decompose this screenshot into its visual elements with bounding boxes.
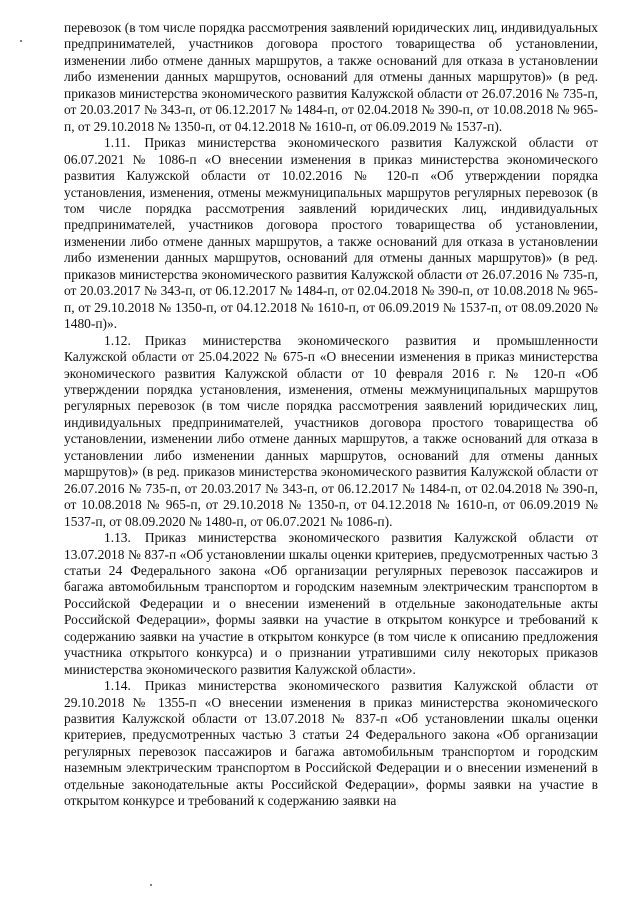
paragraph-number: 1.11. [104, 135, 131, 151]
paragraph-1-11 [64, 135, 598, 332]
scan-speck [20, 40, 22, 42]
paragraph-1-13 [64, 530, 598, 678]
paragraph-text: Приказ министерства экономического развития Калужской области от 13.07.2018 № 837-п «Об установлении шкалы оценки критериев, предусмотренных частью 3 статьи 24 Федерального закона «Об организации регулярных перевозок пассажиров и багажа автомобильным транспортом и городским наземным электрическим транспортом в Российской Федерации и о внесении изменений в отдельные законодательные акты Российской Федерации», формы заявки на участие в открытом конкурсе и требований к содержанию заявки на участие в открытом конкурсе (в том числе к описанию предложения участника открытого конкурса) и о признании утратившими силу некоторых приказов министерства экономического развития Калужской области». [64, 530, 598, 677]
paragraph-text: перевозок (в том числе порядка рассмотрения заявлений юридических лиц, индивидуальных предпринимателей, участников договора простого товарищества об установлении, изменении либо отмене данных маршрутов, а также оснований для отказа в установлении либо изменении данных маршрутов, оснований для отмены данных маршрутов)» (в ред. приказов министерства экономического развития Калужской области от 26.07.2016 № 735-п, от 20.03.2017 № 343-п, от 06.12.2017 № 1484-п, от 02.04.2018 № 390-п, от 10.08.2018 № 965-п, от 29.10.2018 № 1350-п, от 04.12.2018 № 1610-п, от 06.09.2019 № 1537-п). [64, 20, 598, 134]
paragraph-continuation [64, 20, 598, 135]
paragraph-number: 1.12. [104, 332, 131, 348]
paragraph-text: Приказ министерства экономического развития и промышленности Калужской области от 25.04.2022 № 675-п «О внесении изменения в приказ министерства экономического развития Калужской области от 10 февраля 2016 г. № 120-п «Об утверждении порядка установления, изменения, отмены межмуниципальных маршрутов регулярных перевозок (в том числе порядка рассмотрения заявлений юридических лиц, индивидуальных предпринимателей, участников договора простого товарищества об установлении, изменении либо отмене данных маршрутов, а также оснований для отказа в установлении либо изменении данных маршрутов, оснований для отмены данных маршрутов)» (в ред. приказов министерства экономического развития Калужской области от 26.07.2016 № 735-п, от 20.03.2017 № 343-п, от 06.12.2017 № 1484-п, от 02.04.2018 № 390-п, от 10.08.2018 № 965-п, от 29.10.2018 № 1350-п, от 04.12.2018 № 1610-п, от 06.09.2019 № 1537-п, от 08.09.2020 № 1480-п, от 06.07.2021 № 1086-п). [64, 332, 598, 529]
paragraph-number: 1.14. [104, 678, 131, 694]
paragraph-text: Приказ министерства экономического развития Калужской области от 29.10.2018 № 1355-п «О внесении изменения в приказ министерства экономического развития Калужской области от 13.07.2018 № 837-п «Об установлении шкалы оценки критериев, предусмотренных частью 3 статьи 24 Федерального закона «Об организации регулярных перевозок пассажиров и багажа автомобильным транспортом и городским наземным электрическим транспортом в Российской Федерации и о внесении изменений в отдельные законодательные акты Российской Федерации», формы заявки на участие в открытом конкурсе и требований к содержанию заявки на [64, 678, 598, 809]
paragraph-1-14 [64, 678, 598, 810]
document-page [64, 20, 598, 880]
paragraph-text: Приказ министерства экономического развития Калужской области от 06.07.2021 № 1086-п «О внесении изменения в приказ министерства экономического развития Калужской области от 10.02.2016 № 120-п «Об утверждении порядка установления, изменения, отмены межмуниципальных маршрутов регулярных перевозок (в том числе порядка рассмотрения заявлений юридических лиц, индивидуальных предпринимателей, участников договора простого товарищества об установлении, изменении либо отмене данных маршрутов, а также оснований для отказа в установлении либо изменении данных маршрутов, оснований для отмены данных маршрутов)» (в ред. приказов министерства экономического развития Калужской области от 26.07.2016 № 735-п, от 20.03.2017 № 343-п, от 06.12.2017 № 1484-п, от 02.04.2018 № 390-п, от 10.08.2018 № 965-п, от 29.10.2018 № 1350-п, от 04.12.2018 № 1610-п, от 06.09.2019 № 1537-п, от 08.09.2020 № 1480-п)». [64, 135, 598, 332]
paragraph-1-12 [64, 333, 598, 530]
scan-speck [150, 884, 152, 886]
paragraph-number: 1.13. [104, 530, 131, 546]
